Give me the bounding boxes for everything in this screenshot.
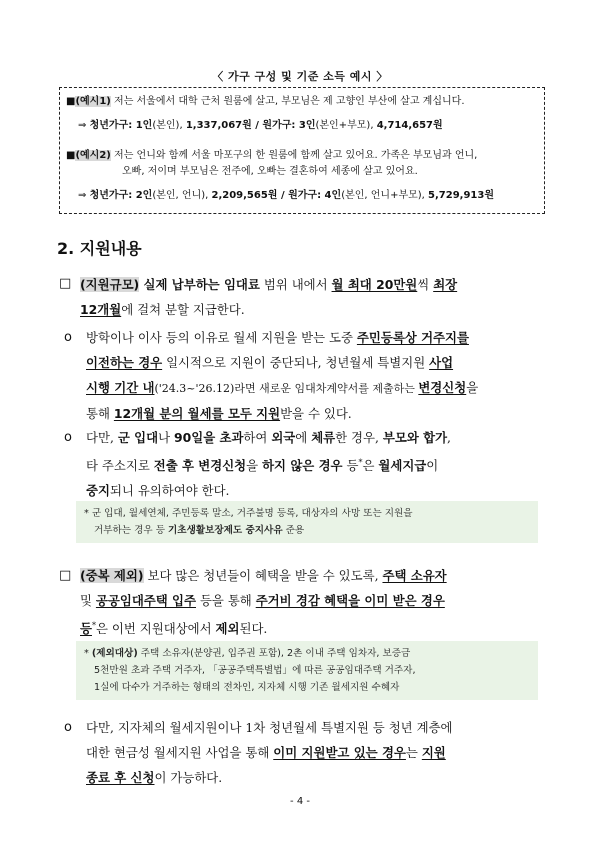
example-title: 〈 가구 구성 및 기준 소득 예시 〉 [212, 70, 388, 83]
note-line [84, 645, 530, 662]
example1-tag: (예시1) [75, 96, 111, 107]
text-bold: 주택 소유자 [382, 568, 447, 583]
example1-result [78, 118, 443, 134]
example-box [59, 87, 545, 214]
text: 이 [426, 458, 439, 474]
text: 통해 [86, 406, 114, 421]
youth-count: : 1인 [128, 120, 153, 131]
text-bold: 주거비 경감 혜택을 이미 받은 경우 [255, 593, 445, 608]
text: 및 [80, 593, 96, 608]
text-bold: 이전하는 경우 [86, 355, 163, 370]
origin-count: : 4인 [317, 190, 342, 201]
relocation-paragraph [86, 325, 478, 426]
text-bold: 시행 기간 내 [86, 380, 155, 395]
text-bold: 주민등록상 거주지를 [356, 330, 469, 345]
arrow-icon: ⇒ [78, 190, 87, 201]
text: 하여 [243, 430, 272, 445]
separator: / [251, 120, 263, 131]
text-bold: 실제 납부하는 임대료 [139, 277, 260, 292]
origin-income: 5,729,913원 [428, 190, 495, 201]
support-scale-tag: (지원규모) [80, 277, 140, 292]
max-label: 최장 [433, 277, 458, 292]
example1-text: 저는 서울에서 대학 근처 원룸에 살고, 부모님은 제 고향인 부산에 살고 계십니다. [110, 96, 465, 107]
text: 은 [362, 458, 379, 474]
text-bold: 이미 지원받고 있는 경우 [273, 745, 406, 760]
text: 등 [342, 458, 359, 474]
youth-label: 청년가구 [89, 190, 129, 201]
youth-members: (본인, 언니), [152, 190, 212, 201]
suspension-note [76, 501, 538, 543]
arrow-icon: ⇒ [78, 120, 87, 131]
circle-bullet: ο [64, 330, 72, 345]
text-bold: 하지 않은 경우 [262, 458, 343, 474]
max-amount: 월 최대 20만원 [331, 277, 418, 292]
text: 되니 유의하여야 한다. [109, 483, 230, 499]
example2-line1 [66, 148, 477, 164]
footnote-mark: * [358, 458, 363, 467]
text-bold: 전출 후 변경신청 [153, 458, 247, 474]
square-marker: ■ [66, 150, 76, 161]
text-bold: 종료 후 신청 [86, 770, 155, 785]
duplicate-exclusion-paragraph [80, 563, 447, 641]
text: 범위 내에서 [259, 277, 332, 292]
square-bullet: □ [59, 568, 72, 583]
text: 이 가능하다. [154, 770, 223, 785]
note-line [84, 522, 530, 539]
text: 받을 수 있다. [280, 406, 352, 421]
text: 준용 [282, 525, 305, 536]
square-bullet: □ [59, 276, 72, 291]
text-bold: 월세지급 [378, 458, 427, 474]
note-line: 1실에 다수가 거주하는 형태의 전차인, 지자체 시행 기존 월세지원 수혜자 [94, 682, 400, 693]
text-bold: 등 [80, 621, 92, 637]
text: 된다. [239, 621, 268, 637]
text-bold: (제외대상) [91, 648, 138, 659]
youth-income: 2,209,565원 [211, 190, 278, 201]
circle-bullet: ο [64, 720, 72, 735]
text: 대한 현금성 월세지원 사업을 통해 [86, 745, 274, 760]
square-marker: ■ [66, 96, 76, 107]
text: 일시적으로 지원이 중단되나, 청년월세 특별지원 [162, 355, 430, 370]
youth-count: : 2인 [128, 190, 153, 201]
text: 등을 통해 [196, 593, 256, 608]
text: 다만, 지자체의 월세지원이나 1차 청년월세 특별지원 등 청년 계층에 [86, 720, 453, 735]
text-bold: 부모와 합가 [382, 430, 448, 445]
text-bold: 변경신청 [418, 380, 467, 395]
text: ('24.3~'26.12)라면 새로운 임대차계약서를 제출하는 [154, 382, 419, 395]
text: 을 [466, 380, 479, 395]
text: * [84, 648, 92, 659]
text-bold: 체류 [311, 430, 336, 445]
text: 주택 소유자(분양권, 입주권 포함), 2촌 이내 주택 임차자, 보증금 [137, 648, 411, 659]
text: 방학이나 이사 등의 이유로 월세 지원을 받는 도중 [86, 330, 357, 345]
youth-members: (본인), [152, 120, 186, 131]
text: , [447, 430, 451, 445]
page-number: - 4 - [290, 796, 310, 807]
youth-income: 1,337,067원 [185, 120, 252, 131]
example2-text-1: 저는 언니와 함께 서울 마포구의 한 원룸에 함께 살고 있어요. 가족은 부모님과 언니, [110, 150, 478, 161]
text: 에 걸쳐 분할 지급한다. [121, 302, 245, 317]
text: 한 경우, [335, 430, 383, 445]
text: 나 [158, 430, 174, 445]
origin-income: 4,714,657원 [376, 120, 443, 131]
example1-line [66, 94, 465, 110]
text-bold: 지원 [421, 745, 446, 760]
example2-line2: 오빠, 저이며 부모님은 전주에, 오빠는 결혼하여 세종에 살고 있어요. [122, 166, 418, 177]
text-bold: 사업 [429, 355, 454, 370]
example2-result [78, 188, 494, 204]
example2-tag: (예시2) [75, 150, 111, 161]
note-line: 5천만원 초과 주택 거주자, 「공공주택특별법」에 따른 공공임대주택 거주자, [94, 665, 416, 676]
text-bold: 군 입대 [117, 430, 159, 445]
footnote-mark: * [91, 621, 96, 630]
text-bold: 제외 [215, 621, 240, 637]
text: 은 이번 지원대상에서 [95, 621, 216, 637]
separator: / [277, 190, 289, 201]
note-line: * 군 입대, 월세연체, 주민등록 말소, 거주불명 등록, 대상자의 사망 또는 지원을 [84, 508, 413, 519]
text-bold: 공공임대주택 입주 [95, 593, 196, 608]
text-bold: 90일을 초과 [173, 430, 244, 445]
origin-members: (본인, 언니+부모), [341, 190, 429, 201]
text: 을 [246, 458, 263, 474]
text-bold: 기초생활보장제도 중지사유 [168, 525, 283, 536]
text-bold: 외국 [271, 430, 296, 445]
section-title: 2. 지원내용 [57, 239, 142, 258]
circle-bullet: ο [64, 430, 72, 445]
origin-label: 원가구 [288, 190, 318, 201]
text: 다만, [86, 430, 118, 445]
text: 는 [405, 745, 422, 760]
origin-label: 원가구 [262, 120, 292, 131]
origin-members: (본인+부모), [315, 120, 377, 131]
duplicate-exclusion-tag: (중복 제외) [80, 568, 144, 583]
text: 보다 많은 청년들이 혜택을 받을 수 있도록, [143, 568, 383, 583]
text: 거부하는 경우 등 [94, 525, 169, 536]
youth-label: 청년가구 [89, 120, 129, 131]
local-support-paragraph [86, 715, 453, 790]
max-months: 12개월 [80, 302, 122, 317]
support-scale-paragraph [80, 272, 457, 322]
exclusion-note [76, 641, 538, 700]
text: 타 주소지로 [86, 458, 154, 474]
suspension-paragraph [86, 425, 451, 503]
origin-count: : 3인 [291, 120, 316, 131]
text-bold: 12개월 분의 월세를 모두 지원 [113, 406, 281, 421]
text: 에 [295, 430, 312, 445]
text: 씩 [417, 277, 434, 292]
text-bold: 중지 [86, 483, 110, 499]
